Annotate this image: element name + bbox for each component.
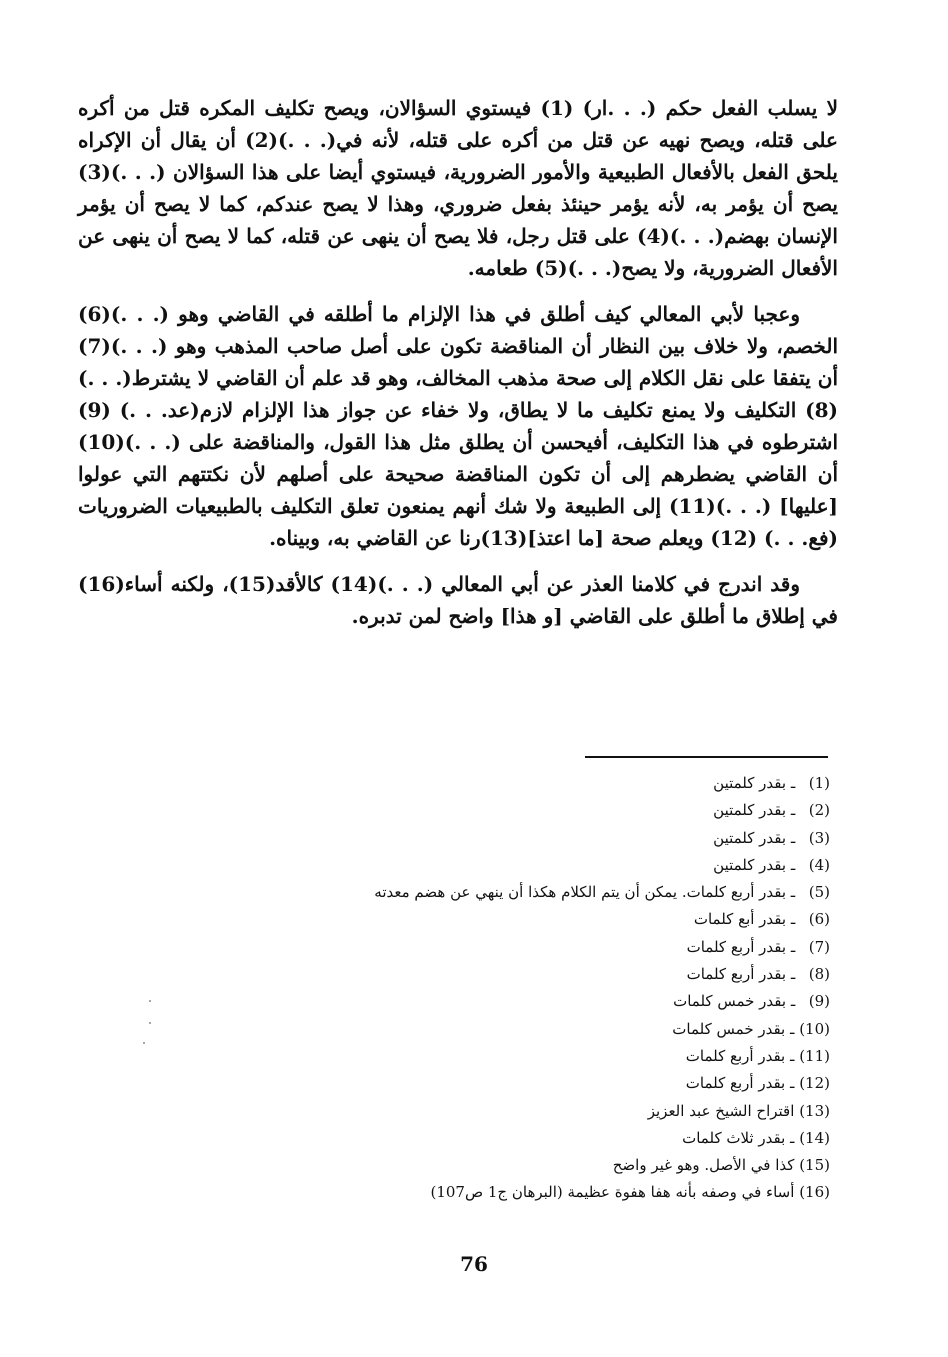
footnote-number: (11) <box>799 1046 830 1065</box>
footnote-number: (15) <box>799 1156 830 1175</box>
footnote <box>300 906 830 933</box>
footnote <box>300 1152 830 1179</box>
scan-speck <box>149 1000 151 1002</box>
footnote-number: (16) <box>799 1183 830 1202</box>
footnote-text: ـ بقدر أربع كلمات <box>686 965 796 984</box>
footnote-text: ـ بقدر أبع كلمات <box>693 910 796 929</box>
footnote-text: ـ بقدر خمس كلمات <box>673 992 796 1011</box>
footnote <box>300 797 830 824</box>
footnote-text: اقتراح الشيخ عبد العزيز <box>647 1101 795 1120</box>
footnote-text: ـ بقدر ثلاث كلمات <box>682 1128 795 1147</box>
page-number: 76 <box>460 1252 488 1276</box>
footnote <box>300 961 830 988</box>
footnote-number: (12) <box>799 1074 830 1093</box>
footnote-number: (8) <box>808 965 830 984</box>
footnote-number: (7) <box>808 937 830 956</box>
footnote-text: أساء في وصفه بأنه هفا هفوة عظيمة (البرهان ج1 ص107) <box>430 1183 795 1202</box>
footnote-number: (6) <box>808 910 830 929</box>
paragraph-1: لا يسلب الفعل حكم (. . .ار) (1) فيستوي السؤالان، ويصح تكليف المكره قتل من أكره على قتله، ويصح نهيه عن قتل من أكره على قتله، لأنه في(. . .)(2) أن يقال أن الإكراه يلحق الفعل بالأفعال الطبيعية والأمور الضرورية، فيستوي أيضا على هذا السؤالان (. . .)(3) يصح أن يؤمر به، لأنه يؤمر حينئذ بفعل ضروري، وهذا لا يصح عندكم، كما لا يصح أن يؤمر الإنسان بهضم(. . .)(4) على قتل رجل، فلا يصح أن ينهى عن قتله، كما لا يصح أن ينهى عن الأفعال الضرورية، ولا يصح(. . .)(5) طعامه. <box>78 96 839 280</box>
footnote <box>300 934 830 961</box>
footnote-text: ـ بقدر كلمتين <box>713 828 796 847</box>
footnote <box>300 1125 830 1152</box>
footnote-text: ـ بقدر أربع كلمات. يمكن أن يتم الكلام هكذا أن ينهي عن هضم معدته <box>374 883 796 902</box>
footnote <box>300 852 830 879</box>
scan-speck <box>143 1042 145 1044</box>
footnote-number: (14) <box>799 1128 830 1147</box>
footnote-number: (4) <box>808 855 830 874</box>
footnote <box>300 825 830 852</box>
footnote-text: ـ بقدر كلمتين <box>713 774 796 792</box>
footnote-text: ـ بقدر أربع كلمات <box>686 937 796 956</box>
footnote-number: (9) <box>808 992 830 1011</box>
footnote <box>300 1070 830 1097</box>
main-text <box>78 92 838 646</box>
footnote-text: ـ بقدر أربع كلمات <box>685 1046 795 1065</box>
footnote <box>300 988 830 1015</box>
footnote <box>300 770 830 797</box>
footnote-number: (5) <box>808 883 830 902</box>
footnote-text: كذا في الأصل. وهو غير واضح <box>612 1156 795 1175</box>
footnote <box>300 879 830 906</box>
paragraph-2: وعجبا لأبي المعالي كيف أطلق في هذا الإلزام ما أطلقه في القاضي وهو (. . .)(6) الخصم، ولا خلاف بين النظار أن المناقضة تكون على أصل صاحب المذهب وهو (. . .)(7) أن يتفقا على نقل الكلام إلى صحة مذهب المخالف، وهو قد علم أن القاضي لا يشترط(. . .)(8) التكليف ولا يمنع تكليف ما لا يطاق، ولا خفاء عن جواز هذا الإلزام لازم(عد. . .) (9) اشترطوه في هذا التكليف، أفيحسن أن يطلق مثل هذا القول، والمناقضة على (. . .)(10) أن القاضي يضطرهم إلى أن تكون المناقضة صحيحة على أصلهم لأن نكتتهم التي عولوا [عليها] (. . .)(11) إلى الطبيعة ولا شك أنهم يمنعون تعلق التكليف بالطبيعيات الضروريات (فع. . .) (12) ويعلم صحة [ما اعتذ](13)رنا عن القاضي به، وبيناه. <box>78 302 838 550</box>
footnote-text: ـ بقدر كلمتين <box>713 801 796 820</box>
footnote <box>300 1098 830 1125</box>
footnote-text: ـ بقدر أربع كلمات <box>685 1074 795 1093</box>
footnote-number: (10) <box>799 1019 830 1038</box>
footnote-number: (13) <box>799 1101 830 1120</box>
scan-specks <box>140 1000 160 1050</box>
footnote <box>300 1179 830 1206</box>
footnote-number: (2) <box>808 801 830 820</box>
footnote-number: (1) <box>808 774 830 792</box>
footnote-text: ـ بقدر خمس كلمات <box>672 1019 795 1038</box>
footnote-text: ـ بقدر كلمتين <box>713 855 796 874</box>
footnotes-list <box>300 770 830 1207</box>
footnote <box>300 1016 830 1043</box>
scan-speck <box>149 1022 151 1024</box>
footnote-separator <box>585 756 828 758</box>
paragraph-3: وقد اندرج في كلامنا العذر عن أبي المعالي (. . .)(14) كالأقد(15)، ولكنه أساء(16) في إطلاق ما أطلق على القاضي [و هذا] واضح لمن تدبره. <box>78 572 838 628</box>
footnote-number: (3) <box>808 828 830 847</box>
footnote <box>300 1043 830 1070</box>
